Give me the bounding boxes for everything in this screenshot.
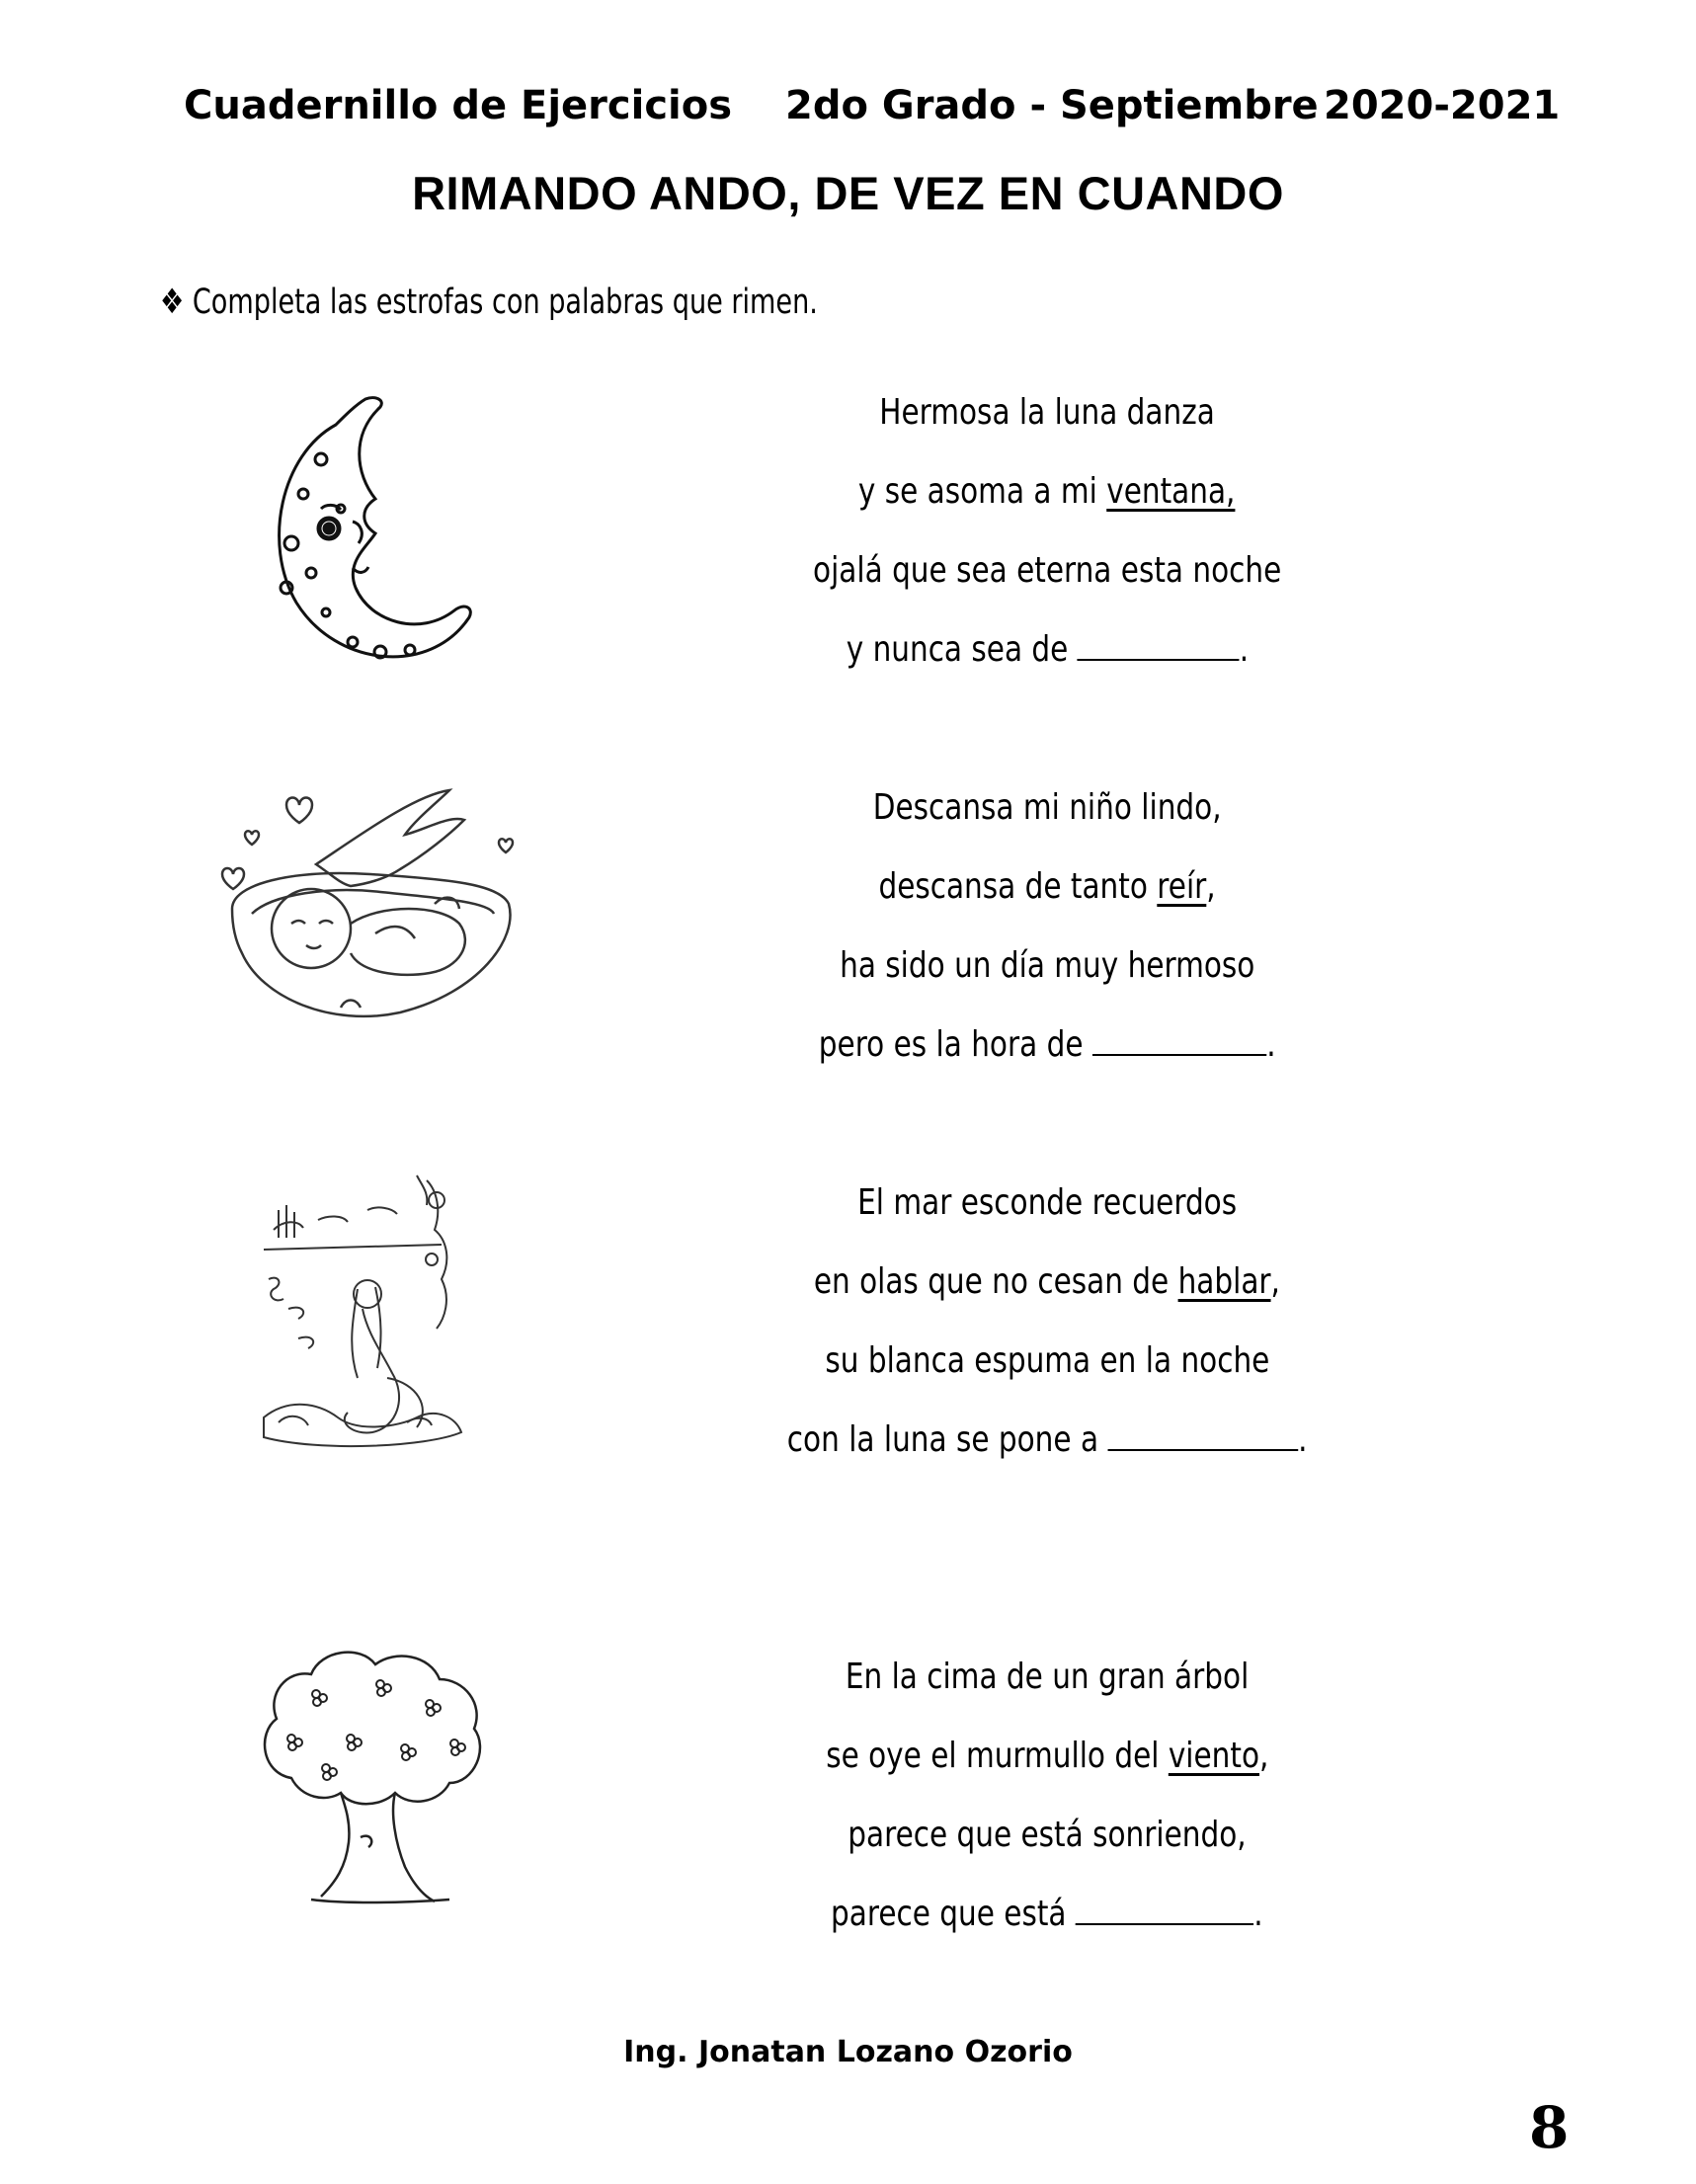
stanza-line xyxy=(672,1875,1422,1954)
stanza-line-text: su blanca espuma en la noche xyxy=(825,1340,1269,1381)
stanza-line-text: parece que está sonriendo, xyxy=(848,1815,1247,1855)
stanza-line xyxy=(672,1796,1422,1875)
stanza-line-text: descansa de tanto xyxy=(878,866,1158,907)
stanza-line-punct: , xyxy=(1206,866,1216,907)
stanza-line xyxy=(672,768,1422,848)
answer-blank[interactable] xyxy=(1107,1423,1298,1451)
stanza-line-punct: , xyxy=(1258,1736,1269,1776)
page-number: 8 xyxy=(1529,2094,1570,2161)
stanza-line xyxy=(672,1164,1422,1243)
stanza-line xyxy=(672,1638,1422,1717)
header-school-year: 2020-2021 xyxy=(1324,83,1561,128)
stanza-4 xyxy=(672,1638,1422,1954)
page-title: RIMANDO ANDO, DE VEZ EN CUANDO xyxy=(412,167,1284,219)
instruction xyxy=(160,283,818,322)
stanza-line-text: En la cima de un gran árbol xyxy=(845,1657,1250,1697)
stanza-line-punct: , xyxy=(1270,1261,1281,1302)
stanza-line xyxy=(672,531,1422,610)
header-grade-month: 2do Grado - Septiembre xyxy=(785,83,1319,128)
stanza-line-text: ojalá que sea eterna esta noche xyxy=(812,550,1282,591)
mermaid-illustration xyxy=(259,1171,466,1462)
stanza-line-text: se oye el murmullo del xyxy=(825,1736,1169,1776)
rhyme-word: reír xyxy=(1157,866,1207,907)
stanza-line xyxy=(672,1717,1422,1796)
stanza-line xyxy=(672,848,1422,927)
stanza-line xyxy=(672,610,1422,689)
instruction-text: Completa las estrofas con palabras que rimen. xyxy=(192,283,818,322)
answer-blank[interactable] xyxy=(1092,1028,1266,1056)
stanza-line xyxy=(672,1243,1422,1322)
stanza-line-text: ha sido un día muy hermoso xyxy=(839,945,1255,986)
moon-illustration xyxy=(242,385,489,677)
rhyme-word: hablar xyxy=(1177,1261,1271,1302)
stanza-line-punct: . xyxy=(1266,1024,1276,1065)
answer-blank[interactable] xyxy=(1076,1898,1253,1925)
stanza-line-text: El mar esconde recuerdos xyxy=(857,1182,1237,1223)
stanza-2 xyxy=(672,768,1422,1085)
tree-illustration xyxy=(252,1645,489,1916)
stanza-line-punct: . xyxy=(1297,1419,1308,1460)
stanza-line-text: con la luna se pone a xyxy=(786,1419,1108,1460)
rhyme-word: ventana, xyxy=(1106,471,1236,512)
stanza-1 xyxy=(672,373,1422,689)
stanza-line-text: pero es la hora de xyxy=(818,1024,1092,1065)
stanza-line xyxy=(672,1006,1422,1085)
stanza-line-punct: . xyxy=(1239,629,1249,670)
author-footer: Ing. Jonatan Lozano Ozorio xyxy=(623,2035,1073,2069)
stanza-line-text: parece que está xyxy=(831,1894,1077,1934)
stanza-line-text: en olas que no cesan de xyxy=(813,1261,1178,1302)
stanza-line-text: Descansa mi niño lindo, xyxy=(872,787,1222,828)
stanza-line xyxy=(672,452,1422,531)
stanza-line-text: y se asoma a mi xyxy=(858,471,1107,512)
stanza-line-punct: . xyxy=(1253,1894,1263,1934)
rhyme-word: viento xyxy=(1168,1736,1259,1776)
stanza-line xyxy=(672,927,1422,1006)
stanza-line xyxy=(672,1401,1422,1480)
stanza-line-text: Hermosa la luna danza xyxy=(879,392,1215,433)
stanza-line xyxy=(672,373,1422,452)
header-notebook-title: Cuadernillo de Ejercicios xyxy=(184,83,733,128)
stanza-line xyxy=(672,1322,1422,1401)
sleeping-baby-illustration xyxy=(202,775,528,1057)
stanza-3 xyxy=(672,1164,1422,1480)
answer-blank[interactable] xyxy=(1077,633,1239,661)
diamond-bullet-icon: ❖ xyxy=(160,283,185,322)
stanza-line-text: y nunca sea de xyxy=(846,629,1078,670)
